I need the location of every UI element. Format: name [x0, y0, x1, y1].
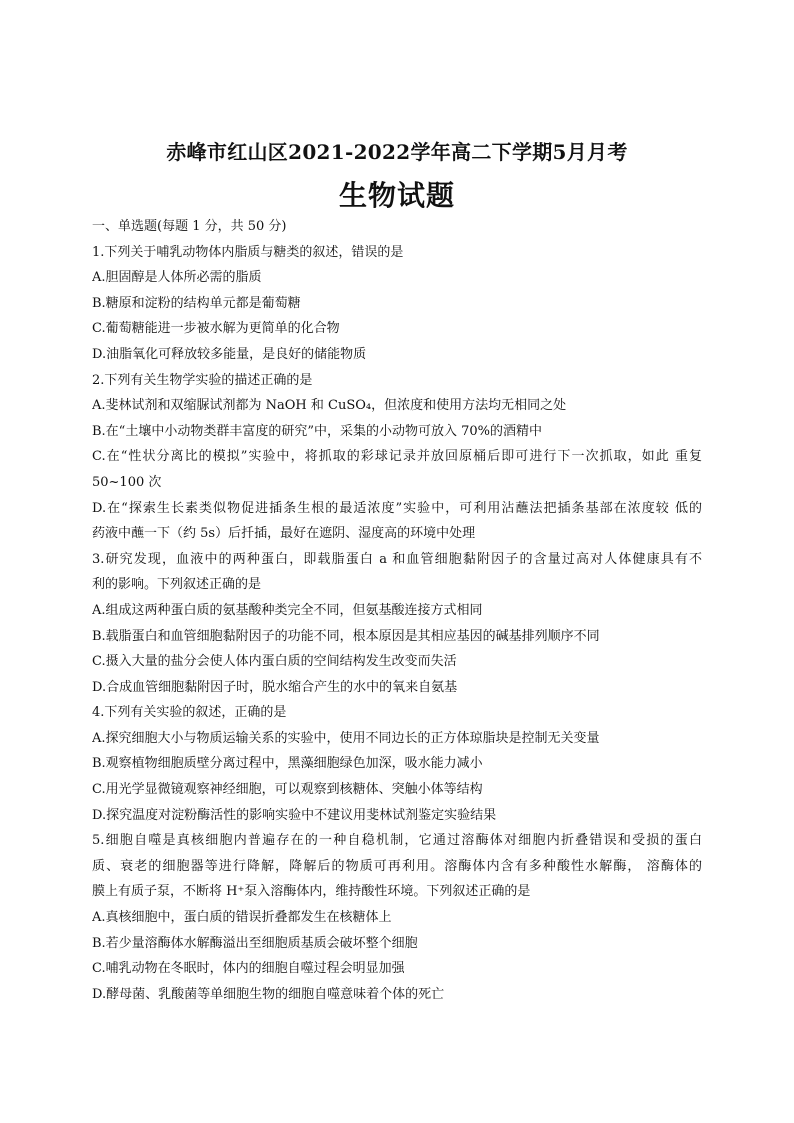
- option-d: D.探究温度对淀粉酶活性的影响实验中不建议用斐林试剂鉴定实验结果: [92, 807, 497, 823]
- question-stem-continued: 利的影响。下列叙述正确的是: [92, 577, 262, 593]
- document-body: [92, 214, 702, 1007]
- option-d: D.酵母菌、乳酸菌等单细胞生物的细胞自噬意味着个体的死亡: [92, 986, 445, 1002]
- document-title: 赤峰市红山区2021-2022学年高二下学期5月月考: [166, 140, 628, 164]
- option-b: B.观察植物细胞质壁分离过程中，黑藻细胞绿色加深，吸水能力减小: [92, 756, 483, 772]
- option-c: C.葡萄糖能进一步被水解为更简单的化合物: [92, 321, 340, 337]
- option-a: A.斐林试剂和双缩脲试剂都为 NaOH 和 CuSO₄，但浓度和使用方法均无相同之处: [92, 398, 567, 414]
- option-d: D.在“探索生长素类似物促进插条生根的最适浓度”实验中，可利用沾蘸法把插条基部在浓度较 低的: [92, 500, 702, 516]
- option-b: B.在“土壤中小动物类群丰富度的研究”中，采集的小动物可放入 70%的酒精中: [92, 423, 543, 439]
- question-stem: 4.下列有关实验的叙述，正确的是: [92, 705, 287, 721]
- option-c-continued: 50~100 次: [92, 474, 162, 490]
- question-stem-continued: 质、衰老的细胞器等进行降解，降解后的物质可再利用。溶酶体内含有多种酸性水解酶， 溶酶体的: [92, 858, 702, 874]
- option-c: C.摄入大量的盐分会使人体内蛋白质的空间结构发生改变而失活: [92, 654, 457, 670]
- option-d-continued: 药液中蘸一下（约 5s）后扦插，最好在遮阴、湿度高的环境中处理: [92, 526, 476, 542]
- question-stem: 2.下列有关生物学实验的描述正确的是: [92, 372, 313, 388]
- question-stem: 5.细胞自噬是真核细胞内普遍存在的一种自稳机制，它通过溶酶体对细胞内折叠错误和受损的蛋白: [92, 833, 702, 849]
- section-heading: 一、单选题(每题 1 分，共 50 分): [92, 219, 287, 234]
- question-stem-continued: 膜上有质子泵，不断将 H⁺泵入溶酶体内，维持酸性环境。下列叙述正确的是: [92, 884, 531, 900]
- option-c: C.哺乳动物在冬眠时，体内的细胞自噬过程会明显加强: [92, 961, 405, 977]
- document-subtitle: 生物试题: [338, 179, 455, 212]
- question-stem: 1.下列关于哺乳动物体内脂质与糖类的叙述，错误的是: [92, 244, 404, 260]
- option-d: D.油脂氧化可释放较多能量，是良好的储能物质: [92, 346, 367, 362]
- option-a: A.探究细胞大小与物质运输关系的实验中，使用不同边长的正方体琼脂块是控制无关变量: [92, 730, 600, 746]
- option-a: A.组成这两种蛋白质的氨基酸种类完全不同，但氨基酸连接方式相同: [92, 602, 483, 618]
- option-a: A.胆固醇是人体所必需的脂质: [92, 270, 262, 286]
- option-b: B.糖原和淀粉的结构单元都是葡萄糖: [92, 295, 301, 311]
- option-d: D.合成血管细胞黏附因子时，脱水缩合产生的水中的氧来自氨基: [92, 679, 458, 695]
- option-b: B.载脂蛋白和血管细胞黏附因子的功能不同，根本原因是其相应基因的碱基排列顺序不同: [92, 628, 600, 644]
- option-c: C.用光学显微镜观察神经细胞，可以观察到核糖体、突触小体等结构: [92, 782, 483, 798]
- option-a: A.真核细胞中，蛋白质的错误折叠都发生在核糖体上: [92, 910, 392, 926]
- option-c: C.在“性状分离比的模拟”实验中，将抓取的彩球记录并放回原桶后即可进行下一次抓取，如此 重复: [92, 449, 702, 465]
- question-stem: 3.研究发现，血液中的两种蛋白，即载脂蛋白 a 和血管细胞黏附因子的含量过高对人体健康具有不: [92, 551, 702, 567]
- option-b: B.若少量溶酶体水解酶溢出至细胞质基质会破坏整个细胞: [92, 935, 418, 951]
